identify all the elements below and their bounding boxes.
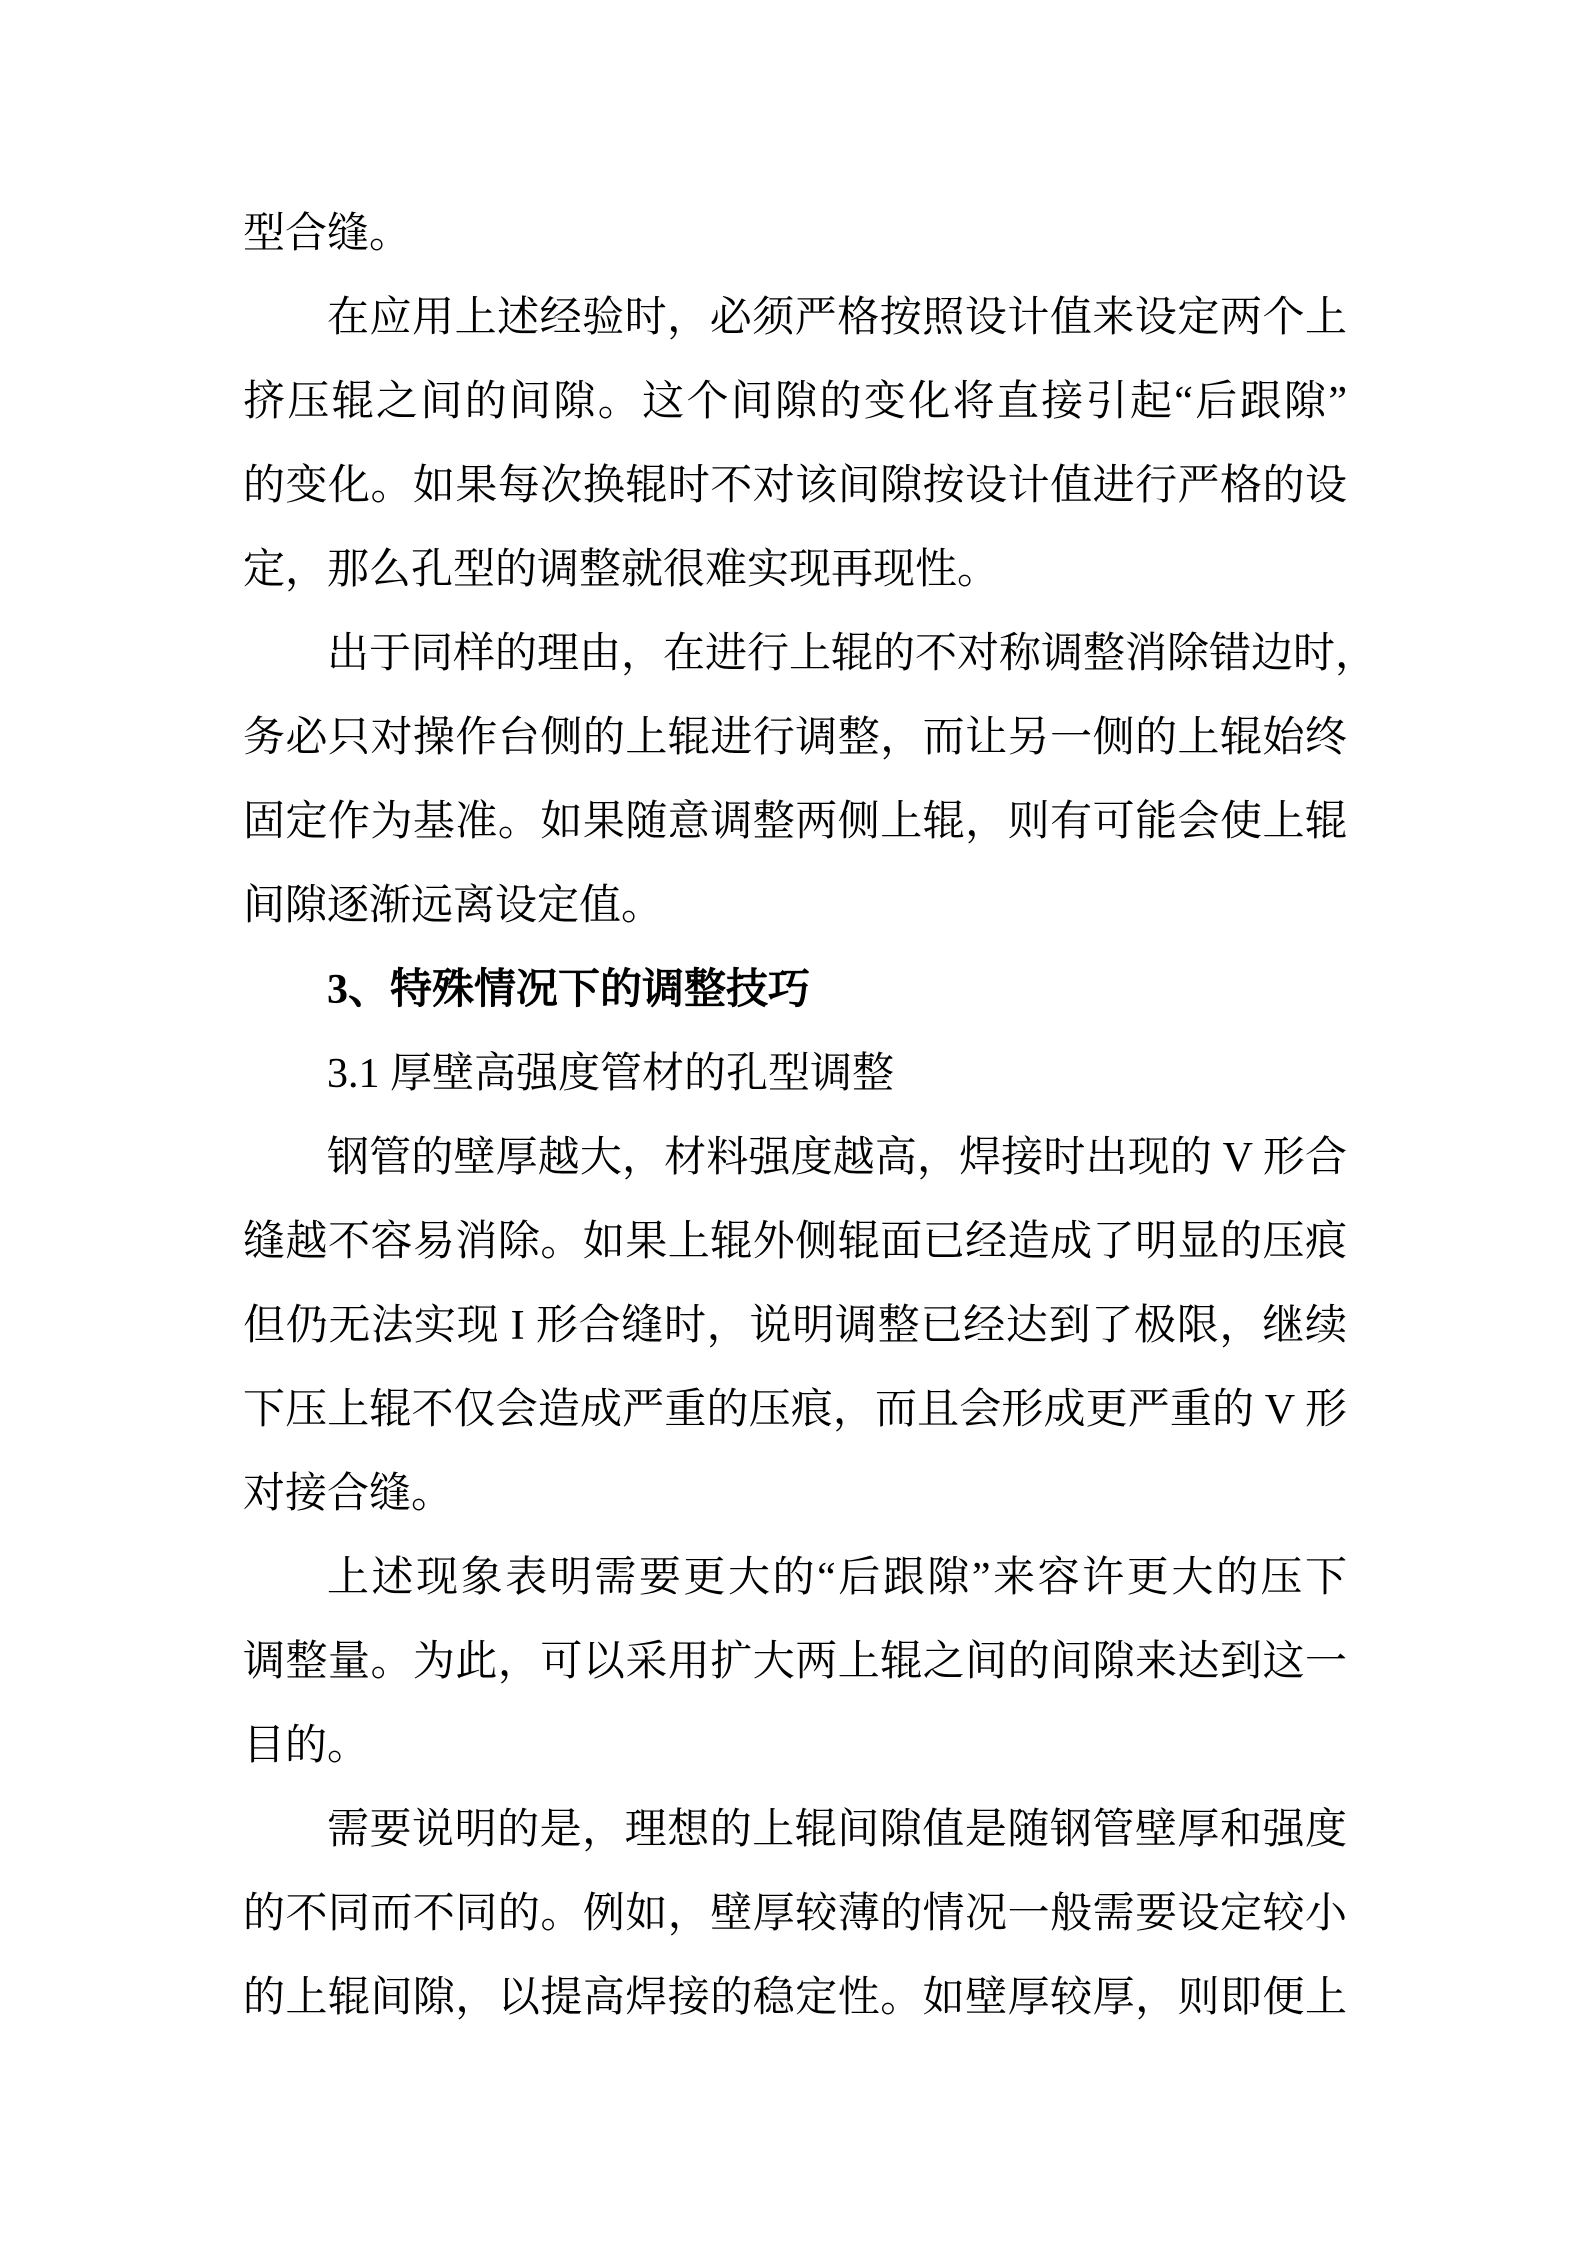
text-line: 需要说明的是，理想的上辊间隙值是随钢管壁厚和强度 — [327, 1807, 1347, 1853]
text-line: 务必只对操作台侧的上辊进行调整，而让另一侧的上辊始终 — [243, 715, 1347, 761]
text-line: 出于同样的理由，在进行上辊的不对称调整消除错边时， — [327, 631, 1378, 677]
text-line: 固定作为基准。如果随意调整两侧上辊，则有可能会使上辊 — [243, 799, 1347, 845]
document-body — [243, 192, 1378, 2040]
text-line: 的变化。如果每次换辊时不对该间隙按设计值进行严格的设 — [243, 463, 1347, 509]
text-line: 的不同而不同的。例如，壁厚较薄的情况一般需要设定较小 — [243, 1891, 1347, 1937]
text-line: 调整量。为此，可以采用扩大两上辊之间的间隙来达到这一 — [243, 1639, 1347, 1685]
text-line: 上述现象表明需要更大的“后跟隙”来容许更大的压下 — [327, 1555, 1347, 1601]
text-line: 目的。 — [243, 1723, 370, 1769]
subsection-heading: 3.1 厚壁高强度管材的孔型调整 — [327, 1051, 895, 1097]
text-line: 下压上辊不仅会造成严重的压痕，而且会形成更严重的 V 形 — [243, 1387, 1347, 1433]
text-line: 对接合缝。 — [243, 1471, 454, 1517]
text-line: 缝越不容易消除。如果上辊外侧辊面已经造成了明显的压痕 — [243, 1219, 1347, 1265]
text-line: 型合缝。 — [243, 211, 412, 257]
text-line: 的上辊间隙，以提高焊接的稳定性。如壁厚较厚，则即便上 — [243, 1975, 1347, 2021]
text-line: 钢管的壁厚越大，材料强度越高，焊接时出现的 V 形合 — [327, 1135, 1347, 1181]
text-line: 间隙逐渐远离设定值。 — [243, 883, 664, 929]
text-line: 但仍无法实现 I 形合缝时，说明调整已经达到了极限，继续 — [243, 1303, 1347, 1349]
text-line: 在应用上述经验时，必须严格按照设计值来设定两个上 — [327, 295, 1347, 341]
text-line: 挤压辊之间的间隙。这个间隙的变化将直接引起“后跟隙” — [243, 379, 1347, 425]
text-line: 定，那么孔型的调整就很难实现再现性。 — [243, 547, 1000, 593]
section-heading: 3、特殊情况下的调整技巧 — [327, 967, 811, 1013]
